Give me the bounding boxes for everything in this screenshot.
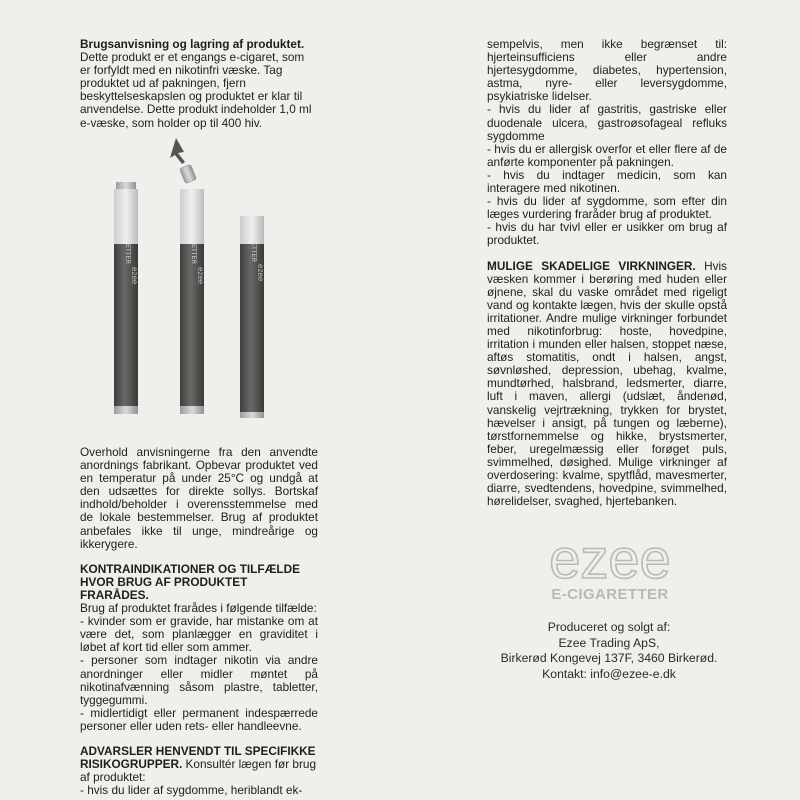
svg-text:ezee: ezee	[256, 264, 265, 282]
ezee-wordmark-icon	[530, 534, 690, 588]
svg-text:ETTER: ETTER	[250, 242, 256, 262]
warnings-item: - hvis du lider af sygdomme, som efter din læges vurdering fraråder brug af produktet.	[487, 194, 727, 222]
cap-icon	[179, 164, 196, 183]
producer-line-4: Kontakt: info@ezee-e.dk	[542, 666, 676, 681]
svg-text:ETTER: ETTER	[124, 244, 130, 264]
svg-text:ezee: ezee	[196, 267, 205, 285]
usage-text: Dette produkt er et engangs e-cigaret, som er forfyldt med en nikotinfri væske. Tag produktet ud af pakningen, fjern beskyttelseskapslen og produktet er klar til anvendelse. Dette produkt indeholder 1,0 ml e-væske, som holder op til 400 hiv.	[80, 50, 312, 130]
warnings-item-cont: sempelvis, men ikke begrænset til: hjerteinsufficiens eller andre hjertesygdomme, diabetes, hypertension, astma, nyre- eller leversygdomme, psykiatriske lidelser.	[487, 37, 727, 104]
svg-text:ezee: ezee	[130, 267, 139, 285]
side-effects-paragraph	[487, 260, 727, 509]
e-cigarette-illustration	[92, 132, 318, 430]
contra-item: - kvinder som er gravide, har mistanke om at være det, som planlægger en graviditet i løbet af kort tid eller som ammer.	[80, 614, 318, 655]
producer-line-1: Produceret og solgt af:	[547, 620, 671, 634]
warnings-heading	[80, 745, 318, 784]
warnings-item-start: - hvis du lider af sygdomme, heriblandt ek-	[80, 783, 303, 798]
e-cigarette-2	[180, 189, 205, 414]
usage-heading: Brugsanvisning og lagring af produktet.	[80, 37, 305, 51]
left-column-lower	[80, 446, 318, 797]
warnings-item: - hvis du har tvivl eller er usikker om brug af produktet.	[487, 220, 727, 248]
side-effects-heading: MULIGE SKADELIGE VIRKNINGER.	[487, 258, 696, 273]
logo-wordmark: ezee	[549, 534, 671, 588]
contra-heading: KONTRAINDIKATIONER OG TILFÆLDE HVOR BRUG AF PRODUKTET FRARÅDES.	[80, 561, 300, 602]
producer-line-2: Ezee Trading ApS,	[558, 635, 660, 650]
left-column	[80, 38, 318, 130]
logo-subtitle: E-CIGARETTER	[551, 586, 669, 603]
e-cigarette-1	[114, 182, 139, 414]
contra-intro: Brug af produktet frarådes i følgende tilfælde:	[80, 601, 317, 616]
contra-item: - midlertidigt eller permanent indespærrede personer eller uden rets- eller handleevne.	[80, 705, 318, 733]
warnings-item: - hvis du er allergisk overfor et eller flere af de anførte komponenter på pakningen.	[487, 141, 727, 169]
right-column	[487, 38, 727, 508]
storage-text: Overhold anvisningerne fra den anvendte anordnings fabrikant. Opbevar produktet ved en temperatur på under 25°C og undgå at den udsættes for direkte sollys. Bortskaf indhold/beholder i overensstemmelse med de lokale bestemmelser. Brug af produktet anbefales ikke til unge, mindreårige og ikkerygere.	[80, 445, 318, 551]
warnings-heading-text: ADVARSLER HENVENDT TIL SPECIFIKKE RISIKOGRUPPER.	[80, 743, 316, 772]
producer-info	[480, 620, 738, 682]
warnings-item: - hvis du lider af gastritis, gastriske eller duodenale ulcera, gastroøsofageal refluks sygdomme	[487, 102, 727, 143]
contra-item: - personer som indtager nikotin via andre anordninger eller midler møntet på nikotinafvænning såsom plastre, tabletter, tyggegummi.	[80, 653, 318, 707]
arrow-up-icon	[170, 138, 185, 164]
e-cigarette-3	[240, 216, 265, 418]
svg-text:ETTER: ETTER	[190, 244, 196, 264]
warnings-intro: Konsultér lægen før brug af produktet:	[80, 757, 317, 785]
warnings-item: - hvis du indtager medicin, som kan interagere med nikotinen.	[487, 167, 727, 196]
ezee-logo	[520, 534, 700, 603]
producer-line-3: Birkerød Kongevej 137F, 3460 Birkerød.	[500, 651, 718, 666]
side-effects-text: Hvis væsken kommer i berøring med huden eller øjnene, skal du vaske området med rigeligt vand og kontakte lægen, hvis der skulle opstå irritationer. Andre mulige virkninger forbundet med nikotinforbrug: hoste, hovedpine, irritation i munden eller halsen, stoppet næse, aftøs stomatitis, ondt i halsen, angst, søvnløshed, depression, ubehag, kvalme, mundtørhed, halsbrand, ledsmerter, diarre, luft i maven, allergi (udslæt, åndenød, vanskelig vejrtrækning, trykken for brystet, hævelser i ansigt, på tungen og læberne), tørstfornemmelse og hikke, brystsmerter, feber, uregelmæssig eller forøget puls, svimmelhed, døsighed. Mulige virkninger af overdosering: kvalme, spytflåd, mavesmerter, diarre, svedtendens, hovedpine, svimmelhed, hørelidelser, svaghed, hjertebanken.	[487, 258, 727, 509]
